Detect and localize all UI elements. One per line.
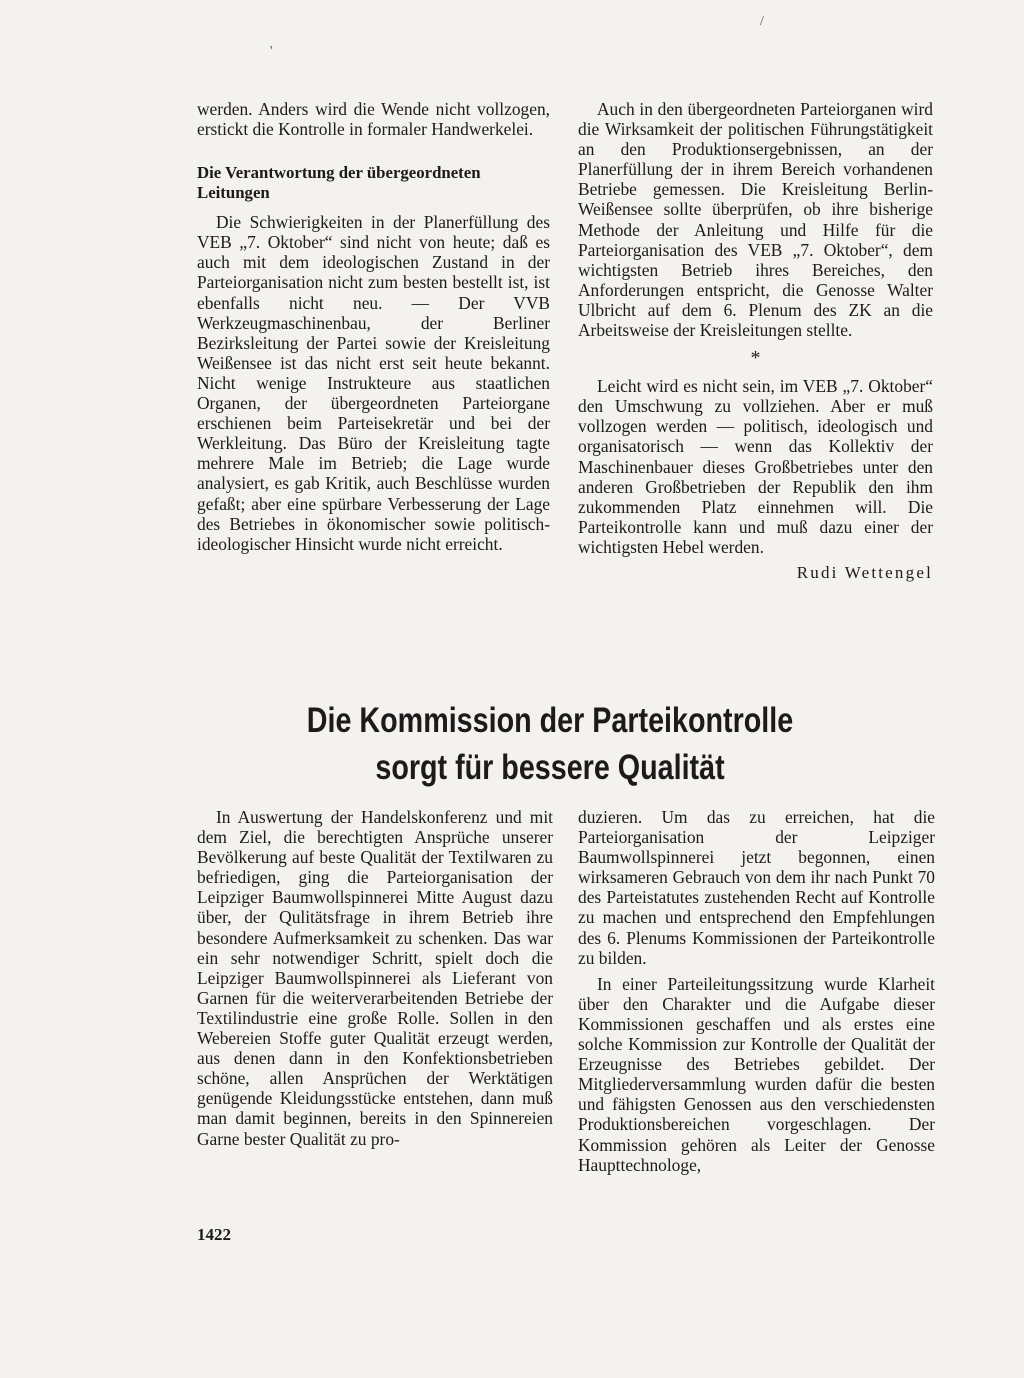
body-paragraph: duzieren. Um das zu erreichen, hat die Parteiorganisation der Leipziger Baumwollspinnerei jetzt begonnen, einen wirksameren Gebrauch von dem ihr nach Punkt 70 des Parteistatutes zustehenden Recht auf Kontrolle zu machen und entsprechend den Empfehlungen des 6. Plenums Kommissionen der Parteikontrolle zu bilden. [578, 807, 935, 968]
body-paragraph: In einer Parteileitungssitzung wurde Klarheit über den Charakter und die Aufgabe dieser Kommissionen geschaffen und als erstes eine solche Kommission zur Kontrolle der Qualität der Erzeugnisse des Betriebes gebildet. Der Mitgliederversammlung wurden dafür die besten und fähigsten Genossen aus den verschiedensten Produktionsbereichen vorgeschlagen. Der Kommission gehören als Leiter der Genosse Haupttechnologe, [578, 973, 935, 1175]
body-paragraph: Die Schwierigkeiten in der Planerfüllung des VEB „7. Oktober“ sind nicht von heute; daß es auch mit dem ideologischen Zustand in der Parteiorganisation nicht zum besten bestellt ist, ist ebenfalls nicht neu. — Der VVB Werkzeugmaschinenbau, der Berliner Bezirksleitung der Partei sowie der Kreisleitung Weißensee ist das nicht erst seit heute bekannt. Nicht wenige Instrukteure aus staatlichen Organen, der übergeordneten Parteiorgane erschienen beim Parteisekretär und bei der Werkleitung. Das Büro der Kreisleitung tagte mehrere Male im Betrieb; die Lage wurde analysiert, es gab Kritik, auch Beschlüsse wurden gefaßt; aber eine spürbare Verbesserung der Lage des Betriebes in ökonomischer sowie politisch-ideologischer Hinsicht wurde nicht erreicht. [197, 212, 550, 554]
body-paragraph: Auch in den übergeordneten Parteiorganen wird die Wirksamkeit der politischen Führungstätigkeit an den Produktionsergebnissen, an der Planerfüllung der in ihrem Bereich vorhandenen Betriebe gemessen. Die Kreisleitung Berlin-Weißensee sollte überprüfen, ob ihre bisherige Methode der Anleitung und Hilfe für die Parteiorganisation des VEB „7. Oktober“, dem wichtigsten Betrieb ihres Bereiches, den Anforderungen entspricht, die Genosse Walter Ulbricht auf dem 6. Plenum des ZK an die Arbeitsweise der Kreisleitungen stellte. [578, 99, 933, 341]
body-paragraph: In Auswertung der Handelskonferenz und mit dem Ziel, die berechtigten Ansprüche unserer Bevölkerung auf beste Qualität der Textilwaren zu befriedigen, ging die Parteiorganisation der Leipziger Baumwollspinnerei Mitte August dazu über, der Qulitätsfrage in ihrem Betrieb ihre besondere Aufmerksamkeit zu schenken. Das war ein sehr notwendiger Schritt, spielt doch die Leipziger Baumwollspinnerei als Lieferant von Garnen für die weiterverarbeitenden Betriebe der Textilindustrie eine große Rolle. Sollen in den Webereien Stoffe guter Qualität erzeugt werden, aus denen dann in den Konfektionsbetrieben schöne, allen Ansprüchen der Werktätigen genügende Kleidungsstücke entstehen, dann muß man damit beginnen, bereits in den Spinnereien Garne bester Qualität zu pro- [197, 807, 553, 1149]
headline-line-1: Die Kommission der Parteikontrolle [306, 701, 794, 740]
top-right-column [578, 99, 933, 583]
intro-paragraph: werden. Anders wird die Wende nicht vollzogen, erstickt die Kontrolle in formaler Handwerkelei. [197, 99, 550, 140]
top-left-column [197, 99, 550, 554]
scan-speck: ' [270, 44, 273, 59]
page-number: 1422 [197, 1225, 231, 1244]
asterisk-separator: * [750, 347, 761, 370]
article-right-column [578, 807, 935, 1175]
article-left-column [197, 807, 553, 1149]
author-signature: Rudi Wettengel [796, 562, 933, 582]
headline-line-2: sorgt für bessere Qualität [375, 748, 725, 787]
scan-speck: / [760, 14, 764, 29]
body-paragraph: Leicht wird es nicht sein, im VEB „7. Oktober“ den Umschwung zu vollziehen. Aber er muß vollzogen werden — politisch, ideologisch und organisatorisch — wenn das Kollektiv der Maschinenbauer dieses Großbetriebes unter den anderen Großbetrieben der Republik den ihm zukommenden Platz einnehmen will. Die Parteikontrolle kann und muß dazu einer der wichtigsten Hebel werden. [578, 376, 933, 557]
article-headline [263, 697, 837, 791]
section-subheading: Die Verantwortung der übergeordneten Leitungen [197, 163, 481, 203]
